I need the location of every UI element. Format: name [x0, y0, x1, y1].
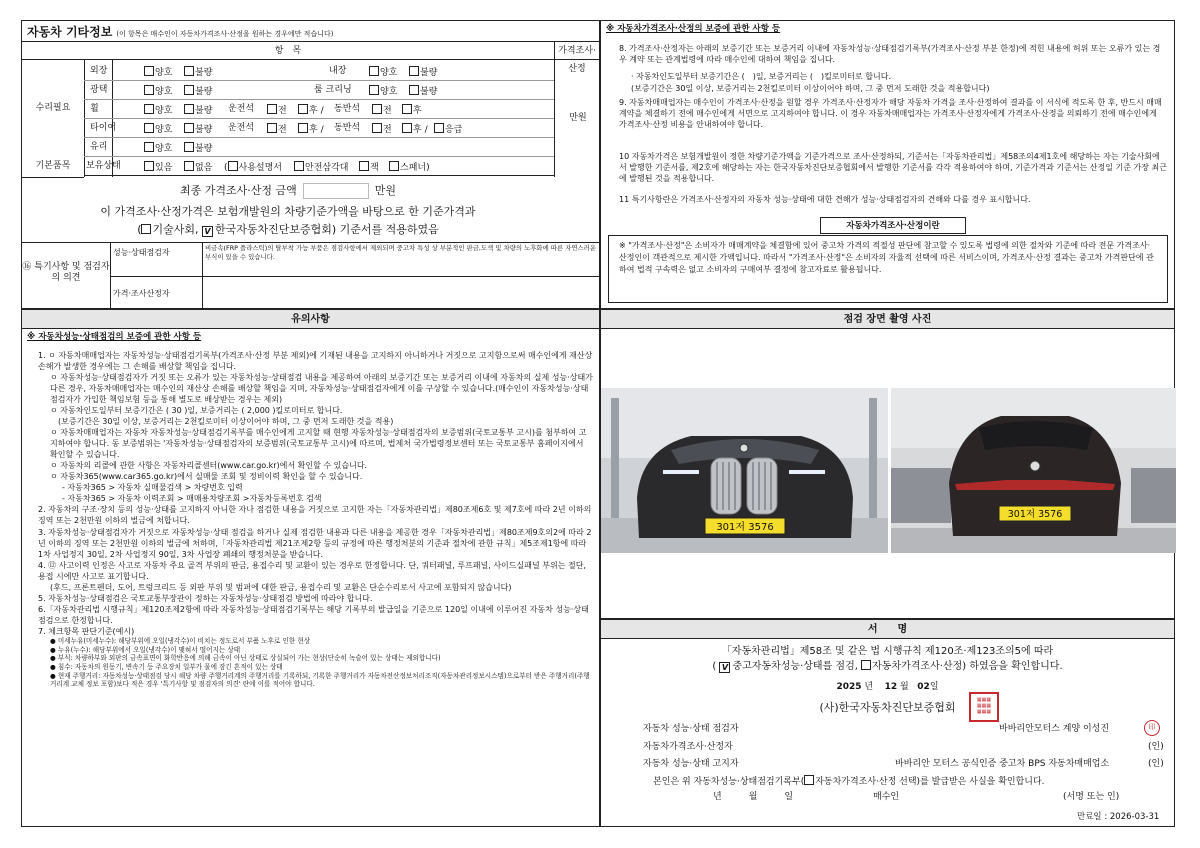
- note-item: 4. ⑫ 사고이력 인정은 사고로 자동차 주요 골격 부위의 판금, 용접수리 및 교환이 있는 경우로 한정합니다. 단, 쿼터패널, 루프패널, 사이드실패널 부위는 절단, 용접 시에만 사고로 표기합니다.: [38, 560, 586, 581]
- basis-text: 이 가격조사·산정가격은 보험개발원의 차량기준가액을 바탕으로 한 기준가격과: [100, 205, 476, 218]
- opinion-pricer-label: 가격·조사산정자: [113, 289, 170, 298]
- notes-header: 유의사항: [22, 310, 599, 329]
- rear-license-plate: 301저 3576: [1007, 509, 1063, 520]
- row-exterior: 외장 양호 불량 내장 양호 불량: [84, 63, 554, 81]
- have-checkbox[interactable]: [144, 161, 154, 171]
- kadaw-checkbox[interactable]: V: [202, 226, 213, 237]
- triangle-checkbox[interactable]: [294, 161, 304, 171]
- tech-society-checkbox[interactable]: [141, 224, 151, 234]
- row-basic-items: 보유상태 있음 없음 ( 사용설명서 안전삼각대 잭 스패너): [84, 158, 554, 176]
- group-repair-label: 수리필요: [35, 103, 71, 113]
- note-item: - 자동차365 > 자동차 실매물검색 > 차량번호 입력: [62, 483, 243, 493]
- price-def-title: 자동차가격조사·산정이란: [820, 217, 966, 234]
- inspector-label: 자동차 성능·상태 점검자: [643, 724, 739, 734]
- note-item: ㅇ 자동차성능·상태점검자가 거짓 또는 오류가 있는 자동차성능·상태점검 내용을 제공하여 아래의 보증기간 또는 보증거리 이내에 자동차의 실제 성능·상태가 다른 경우, 자동차매매업자는 매수인의 재산상 손해를 배상할 책임을 지며, 자동차성능·상태점검자에게 이를 구상할 수 있습니다.(매수인이 자동차성능·상태점검자가 가입한 책임보험 등을 통해 별도로 배상받는 경우는 제외): [50, 373, 593, 405]
- rear-checkbox[interactable]: [298, 104, 308, 114]
- photos-header: 점검 장면 촬영 사진: [601, 310, 1174, 329]
- notifier-seal: (인): [1148, 759, 1164, 769]
- divider: [22, 177, 84, 178]
- performance-check-checkbox[interactable]: V: [719, 662, 730, 673]
- bad-checkbox[interactable]: [409, 66, 419, 76]
- spanner-checkbox[interactable]: [389, 161, 399, 171]
- opinion-inspector-label: 성능·상태점검자: [113, 248, 170, 257]
- bad-checkbox[interactable]: [184, 104, 194, 114]
- note-item: 2. 자동차의 구조·장치 등의 성능·상태를 고지하지 아니한 자나 점검한 내용을 거짓으로 고지한 자는「자동차관리법」제80조제6호 및 제7호에 따라 2년 이하의 징역 또는 2천만원 이하의 벌금에 처합니다.: [38, 505, 592, 526]
- item-column-header: 항 목: [22, 41, 554, 60]
- spare-checkbox[interactable]: [434, 123, 444, 133]
- notes-panel: [21, 309, 600, 827]
- other-info-title: 자동차 기타정보 (이 항목은 매수인이 자동차가격조사·산정을 원하는 경우에만 적습니다): [27, 25, 334, 39]
- row-gloss: 광택 양호 불량 룸 크리닝 양호 불량: [84, 82, 554, 100]
- note-item: ㅇ 자동차의 리콜에 관한 사항은 자동차리콜센터(www.car.go.kr)에서 확인할 수 있습니다.: [50, 461, 368, 471]
- note-item: 3. 자동차성능·상태점검자가 거짓으로 자동차성능·상태 점검을 하거나 실제 점검한 내용과 다른 내용을 제공한 경우「자동차관리법」제80조제9호의2에 따라 2년 이하의 징역 또는 2천만원 이하의 벌금에 처하며,「자동차관리법 제21조제2항 등의 규정에 따른 행정처분의 기준과 절차에 관한 규칙」제5조제1항에 따라 1차 사업정지 30일, 2차 사업정지 90일, 3차 사업장 폐쇄의 행정처분을 받습니다.: [38, 527, 592, 559]
- expiry-date: 만료일 : 2026-03-31: [1077, 812, 1160, 822]
- confirm-line: ( V 중고자동차성능·상태를 점검, 자동차가격조사·산정) 하였음을 확인합니다.: [712, 661, 1063, 672]
- note-item: - 자동차365 > 자동차 이력조회 > 매매용차량조회 >자동차등록번호 검색: [62, 494, 322, 504]
- opinion-inspector-row: [110, 242, 601, 276]
- basis-standard: ( 기술사회, V 한국자동차진단보증협회) 기준서를 적용하였음: [137, 223, 439, 236]
- good-checkbox[interactable]: [369, 66, 379, 76]
- note-item: 7. 체크항목 판단기준(예시): [38, 626, 135, 636]
- bad-checkbox[interactable]: [409, 85, 419, 95]
- note-item: ㅇ 자동차인도일부터 보증기간은 ( 30 )일, 보증거리는 ( 2,000 )킬로미터로 합니다.: [50, 406, 343, 416]
- note-small: ● 누유(누수): 해당부위에서 오일(냉각수)이 맺혀서 떨어지는 상태: [50, 645, 241, 654]
- front-checkbox[interactable]: [372, 104, 382, 114]
- final-price-input[interactable]: [303, 183, 369, 199]
- note-small: ● 현재 주행거리: 자동차성능·상태점검 당시 해당 차량 주행거리계의 주행거리를 기록하되, 기록한 주행거리가 자동차전산정보처리조직(자동차관리정보시스템)으로부터 받은 주행거리(주행거리계 교체 정보 포함)보다 적은 경우 '특기사항 및 점검자의 의견' 란에 이를 적어야 합니다.: [50, 671, 590, 689]
- price-column-header: 가격조사·산정: [554, 41, 599, 60]
- opinion-label: ⑯ 특기사항 및 점검자의 의견: [22, 262, 110, 284]
- group-basic-label: 기본품목: [35, 161, 71, 171]
- notifier-label: 자동차 성능·상태 고지자: [643, 759, 739, 769]
- other-info-note: (이 항목은 매수인이 자동차가격조사·산정을 원하는 경우에만 적습니다): [116, 30, 334, 38]
- receipt-date: 년 월 일: [713, 792, 794, 802]
- row-tire: 타이어 양호 불량 운전석 전 후 / 동반석 전 후 / 응급: [84, 120, 554, 138]
- note-item: ㅇ 자동차365(www.car365.go.kr)에서 실매물 조회 및 정비이력 확인을 할 수 있습니다.: [50, 472, 363, 482]
- opinion-inspector-text: 비금속(FRP 플라스틱)의 탈부착 가능 부품은 점검사항에서 제외되며 중고차 특성 상 부분적인 판금,도색 및 차량의 노후화에 따른 자연스러운 부식이 있을 수 있습니다.: [205, 244, 597, 261]
- clause-8-note: (보증기간은 30일 이상, 보증거리는 2천킬로미터 이상이어야 하며, 그 중 먼저 도래한 것을 적용합니다): [631, 84, 990, 93]
- clause-8-period: · 자동차인도일부터 보증기간은 ( )일, 보증거리는 ( )킬로미터로 합니다.: [631, 72, 892, 81]
- rear-checkbox[interactable]: [402, 104, 412, 114]
- note-item: 5. 자동차성능·상태점검은 국토교통부장관이 정하는 자동차성능·상태점검 방법에 따라야 합니다.: [38, 593, 373, 603]
- sign-date: 2025 년 12 월 02일: [836, 682, 939, 692]
- final-price-line: 최종 가격조사·산정 금액 만원: [179, 184, 396, 197]
- note-small: ● 부식: 차량하부와 외판의 금속표면이 화학반응에 의해 금속이 아닌 상태로 상실되어 가는 현상(단순히 녹슬어 있는 상태는 제외합니다): [50, 654, 441, 663]
- signature-panel: [600, 619, 1175, 827]
- law-reference: 「자동차관리법」제58조 및 같은 법 시행규칙 제120조·제123조의5에 따라: [721, 646, 1054, 657]
- opinion-pricer-row: [110, 276, 601, 310]
- other-info-panel: [21, 20, 600, 309]
- good-checkbox[interactable]: [144, 66, 154, 76]
- organization-name: (사)한국자동차진단보증협회: [819, 701, 956, 714]
- bad-checkbox[interactable]: [184, 85, 194, 95]
- pricer-seal: (인): [1148, 742, 1164, 752]
- bad-checkbox[interactable]: [184, 142, 194, 152]
- front-checkbox[interactable]: [267, 104, 277, 114]
- receipt-confirm: 본인은 위 자동차성능·상태점검기록부( 자동차가격조사·산정 선택)를 발급받은 사실을 확인합니다.: [653, 777, 1045, 787]
- row-wheel: 휠 양호 불량 운전석 전 후 / 동반석 전 후: [84, 101, 554, 119]
- note-item: (보증기간은 30일 이상, 보증거리는 2천킬로미터 이상이어야 하며, 그 중 먼저 도래한 것을 적용): [58, 417, 394, 427]
- note-small: ● 침수: 자동차의 원동기, 변속기 등 주요장치 일부가 물에 잠긴 흔적이 있는 상태: [50, 662, 283, 671]
- organization-seal-icon: ▦▦▦ ▦▦▦ ▦▦▦: [969, 692, 999, 722]
- good-checkbox[interactable]: [144, 142, 154, 152]
- front-checkbox[interactable]: [372, 123, 382, 133]
- clause-8: 8. 가격조사·산정자는 아래의 보증기간 또는 보증거리 이내에 자동차성능·상태점검기록부(가격조사·산정 부분 한정)에 적힌 내용에 허위 또는 오류가 있는 경우 계약 또는 관계법령에 따라 매수인에 대하여 책임을 집니다.: [619, 44, 1161, 65]
- note-item: ㅇ 자동차매매업자는 자동차 자동차성능·상태점검기록부를 매수인에게 고지할 때 현행 자동차성능·상태점검자의 보증범위(국토교통부 고시)를 첨부하여 고지하여야 합니다. 동 보증범위는 '자동차성능·상태점검자의 보증범위(국토교통부 고시)에 따르며, 법제처 국가법령정보센터 또는 국토교통부 홈페이지에서 확인할 수 있습니다.: [50, 428, 587, 460]
- good-checkbox[interactable]: [144, 104, 154, 114]
- note-item: (후드, 프론트펜더, 도어, 트렁크리드 등 외판 부위 및 범퍼에 대한 판금, 용접수리 및 교환은 단순수리로서 사고에 포함되지 않습니다): [50, 582, 512, 592]
- car-front-photo: [601, 388, 888, 553]
- price-def-box: ※ "가격조사·산정"은 소비자가 매매계약을 체결함에 있어 중고차 가격의 적절성 판단에 참고할 수 있도록 법령에 의한 절차와 기준에 따라 전문 가격조사·산정인이 객관적으로 제시한 가액입니다. 따라서 "가격조사·산정"은 소비자의 자율적 선택에 따른 서비스이며, 가격조사·산정 결과는 중고차 가격판단에 관하여 법적 구속력은 없고 소비자의 구매여부 결정에 참고자료로 활용됩니다.: [608, 235, 1168, 303]
- bad-checkbox[interactable]: [184, 66, 194, 76]
- inspector-value: 바바리안모터스 계양 이성진: [999, 724, 1110, 734]
- notifier-value: 바바리안 모터스 공식인증 중고차 BPS 자동차매매업소: [895, 759, 1110, 769]
- price-check-checkbox[interactable]: [861, 660, 871, 670]
- bad-checkbox[interactable]: [184, 123, 194, 133]
- price-unit: 만원: [554, 60, 601, 177]
- good-checkbox[interactable]: [369, 85, 379, 95]
- signature-header: 서 명: [601, 620, 1174, 639]
- good-checkbox[interactable]: [144, 85, 154, 95]
- price-guarantee-title: ※ 자동차가격조사·산정의 보증에 관한 사항 등: [606, 24, 781, 34]
- rear-checkbox[interactable]: [298, 123, 308, 133]
- jack-checkbox[interactable]: [359, 161, 369, 171]
- photos-panel: [600, 309, 1175, 619]
- receipt-price-checkbox[interactable]: [804, 775, 814, 785]
- buyer-label: 매수인: [873, 792, 900, 802]
- notes-body: [38, 350, 593, 689]
- notes-title: ※ 자동차성능·상태점검의 보증에 관한 사항 등: [27, 332, 202, 342]
- row-glass: 유리 양호 불량: [84, 139, 554, 157]
- clause-10: 10 자동차가격은 보험개발원이 정한 차량기준가액을 기준가격으로 조사·산정하되, 기준서는「자동차관리법」제58조의4제1호에 해당하는 자는 기술사회에서 발행한 기준서를, 제2호에 해당하는 자는 한국자동차진단보증협회에서 발행한 기준서를 각각 적용하여야 하며, 기준가격과 기준서는 산정일 기준 가장 최근에 발행된 것을 적용합니다.: [619, 152, 1167, 184]
- car-rear-photo: [891, 388, 1176, 553]
- rear-checkbox[interactable]: [402, 123, 412, 133]
- note-item: 6.「자동차관리법 시행규칙」제120조제2항에 따라 자동차성능·상태점검기록부는 해당 기록부의 발급일을 기준으로 120일 이내에 이루어진 자동차 성능·상태점검으로 한정합니다.: [38, 604, 589, 625]
- front-license-plate: 301저 3576: [716, 522, 774, 533]
- manual-checkbox[interactable]: [228, 161, 238, 171]
- good-checkbox[interactable]: [144, 123, 154, 133]
- clause-9: 9. 자동차매매업자는 매수인이 가격조사·산정을 원할 경우 가격조사·산정자가 해당 자동차 가격을 조사·산정하여 결과를 이 서식에 적도록 한 후, 반드시 매매계약을 체결하기 전에 매수인에게 서면으로 고지하여야 합니다. 이 경우 자동차매매업자는 가격조사·산정자에게 가격조사·산정을 의뢰하기 전에 매수인에게 가격조사·산정 비용을 안내하여야 합니다.: [619, 98, 1162, 130]
- none-checkbox[interactable]: [184, 161, 194, 171]
- clause-11: 11 특기사항란은 가격조사·산정자의 자동차 성능·상태에 대한 견해가 성능·상태점검자의 견해와 다를 경우 표시합니다.: [619, 195, 1031, 204]
- buyer-sign: (서명 또는 인): [1063, 792, 1120, 802]
- note-item: 1. ㅇ 자동차매매업자는 자동차성능·상태점검기록부(가격조사·산정 부분 제외)에 기재된 내용을 고지하지 아니하거나 거짓으로 고지함으로써 매수인에게 재산상 손해가 발생한 경우에는 그 손해를 배상할 책임을 집니다.: [38, 351, 593, 372]
- price-guarantee-panel: [600, 20, 1175, 309]
- note-small: ● 미세누유(미세누수): 해당부위에 오일(냉각수)이 비치는 정도로서 부품 노후로 인한 현상: [50, 636, 311, 645]
- inspector-seal-icon: 印: [1144, 720, 1160, 736]
- pricer-label: 자동차가격조사·산정자: [643, 742, 733, 752]
- front-checkbox[interactable]: [267, 123, 277, 133]
